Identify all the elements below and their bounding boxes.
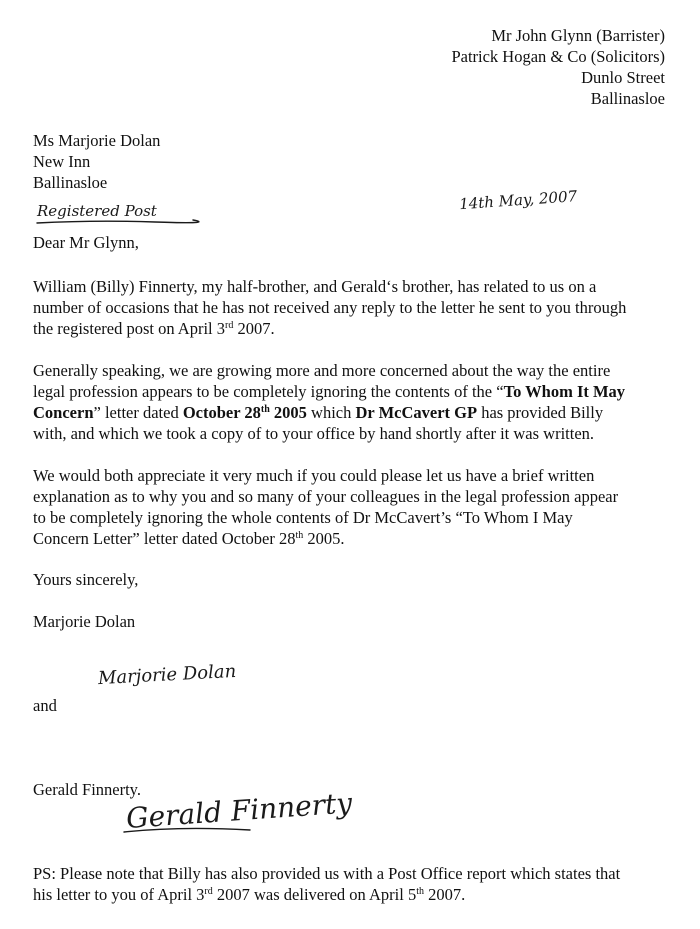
signature-gerald	[120, 778, 420, 842]
signer-1-name: Marjorie Dolan	[33, 612, 136, 631]
text-run: which	[306, 403, 356, 422]
signer-2-name: Gerald Finnerty.	[33, 780, 141, 799]
bold-text-run: To Whom It May	[503, 382, 626, 401]
paragraph-3-line-2: explanation as to why you and so many of your colleagues in the legal profession appear	[33, 487, 619, 506]
paragraph-2-line-1: Generally speaking, we are growing more and more concerned about the way the entire	[33, 361, 611, 380]
text-run: 2007 was delivered on April 5	[212, 885, 417, 904]
bold-text-run: October 28	[182, 403, 261, 422]
registered-post-annotation	[35, 196, 205, 230]
sender-town: Ballinasloe	[33, 173, 108, 192]
bold-text-run: Dr McCavert GP	[355, 403, 478, 422]
superscript: th	[260, 404, 270, 415]
superscript: rd	[204, 886, 213, 897]
recipient-street: Dunlo Street	[581, 68, 665, 87]
recipient-firm: Patrick Hogan & Co (Solicitors)	[451, 47, 665, 66]
paragraph-1-line-3	[33, 318, 669, 339]
paragraph-3	[33, 465, 669, 549]
salutation: Dear Mr Glynn,	[33, 233, 139, 252]
paragraph-2-line-3	[33, 402, 669, 423]
paragraph-1-line-1: William (Billy) Finnerty, my half-brother, and Gerald‘s brother, has related to us on a	[33, 277, 597, 296]
handwritten-date	[455, 180, 625, 216]
registered-post-text: Registered Post	[37, 202, 157, 220]
signature-gerald-text: Gerald Finnerty	[125, 786, 354, 836]
handwritten-date-text: 14th May, 2007	[458, 187, 578, 214]
postscript-line-2	[33, 884, 669, 905]
paragraph-2	[33, 360, 669, 444]
paragraph-2-line-2	[33, 381, 669, 402]
superscript: th	[416, 886, 424, 897]
paragraph-1	[33, 276, 669, 339]
paragraph-3-line-3: to be completely ignoring the whole contents of Dr McCavert’s “To Whom I May	[33, 508, 573, 527]
paragraph-3-line-1: We would both appreciate it very much if you could please let us have a brief written	[33, 466, 595, 485]
signature-marjorie-text: Marjorie Dolan	[97, 660, 237, 690]
text-run: ” letter dated	[93, 403, 183, 422]
text-run: 2005.	[303, 529, 345, 548]
recipient-name: Mr John Glynn (Barrister)	[491, 26, 665, 45]
text-run: has provided Billy	[477, 403, 604, 422]
closing: Yours sincerely,	[33, 570, 139, 589]
sender-line2: New Inn	[33, 152, 91, 171]
postscript	[33, 863, 669, 905]
text-run: his letter to you of April 3	[33, 885, 205, 904]
postscript-line-1: PS: Please note that Billy has also provided us with a Post Office report which states that	[33, 864, 621, 883]
text-run: the registered post on April 3	[33, 319, 226, 338]
text-run: 2007.	[424, 885, 466, 904]
sender-name: Ms Marjorie Dolan	[33, 131, 161, 150]
bold-text-run: 2005	[269, 403, 307, 422]
text-run: Concern Letter” letter dated October 28	[33, 529, 296, 548]
paragraph-2-line-4: with, and which we took a copy of to your office by hand shortly after it was written.	[33, 424, 595, 443]
text-run: 2007.	[233, 319, 275, 338]
superscript: th	[295, 530, 304, 541]
bold-text-run: Concern	[33, 403, 94, 422]
recipient-town: Ballinasloe	[590, 89, 665, 108]
superscript: rd	[225, 320, 234, 331]
text-run: legal profession appears to be completely ignoring the contents of the “	[33, 382, 504, 401]
signature-marjorie	[96, 656, 276, 696]
conjunction: and	[33, 696, 57, 715]
paragraph-1-line-2: number of occasions that he has not received any reply to the letter he sent to you through	[33, 298, 627, 317]
paragraph-3-line-4	[33, 528, 669, 549]
